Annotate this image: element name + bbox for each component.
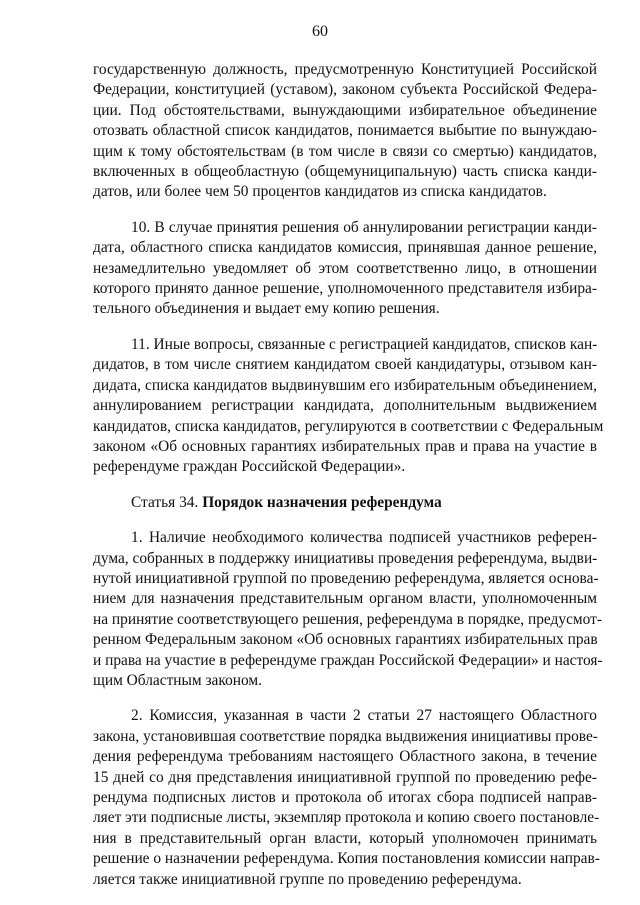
text-line: на принятие соответствующего решения, референдума в порядке, предусмот- <box>93 610 602 628</box>
text-line: дума, собранных в поддержку инициативы проведения референдума, выдви- <box>93 549 598 567</box>
text-line: закона, установившая соответствие порядка выдвижения инициативы прове- <box>93 727 598 745</box>
article-label: Статья 34. <box>131 493 199 511</box>
text-line: 10. В случае принятия решения об аннулировании регистрации канди- <box>131 218 597 236</box>
text-line: дения референдума требованиям настоящего Областного закона, в течение <box>93 748 597 766</box>
text-line: щим к тому обстоятельствам (в том числе в связи со смертью) кандидатов, <box>93 142 597 160</box>
text-line: и права на участие в референдуме граждан Российской Федерации» и настоя- <box>93 651 603 669</box>
text-line: дидатов, в том числе снятием кандидатом своей кандидатуры, отзывом кан- <box>93 356 597 374</box>
article-paragraph-2 <box>93 706 600 890</box>
article-heading <box>93 493 597 513</box>
text-line: ния в представительный орган власти, который уполномочен принимать <box>93 829 597 847</box>
text-line: нутой инициативной группой по проведению референдума, является основа- <box>93 569 599 587</box>
text-line: датов, или более чем 50 процентов кандидатов из списка кандидатов. <box>93 183 547 201</box>
text-line: нием для назначения представительным органом власти, уполномоченным <box>93 590 597 608</box>
text-line: ляется также инициативной группе по проведению референдума. <box>93 870 522 888</box>
paragraph-continuation <box>93 60 597 203</box>
text-line: решение о назначении референдума. Копия постановления комиссии направ- <box>93 850 600 868</box>
text-line: тельного объединения и выдает ему копию решения. <box>93 300 440 318</box>
text-line: щим Областным законом. <box>93 671 262 689</box>
text-line: законом «Об основных гарантиях избирательных прав и права на участие в <box>93 437 597 455</box>
text-line: ляет эти подписные листы, экземпляр протокола и копию своего постановле- <box>93 809 600 827</box>
text-line: дата, областного списка кандидатов комиссия, принявшая данное решение, <box>93 239 597 257</box>
text-line: Федерации, конституцией (уставом), законом субъекта Российской Федера- <box>93 81 597 99</box>
page-number: 60 <box>312 23 328 40</box>
text-line: включенных в общеобластную (общемуниципальную) часть списка канди- <box>93 163 597 181</box>
text-line: 1. Наличие необходимого количества подписей участников референ- <box>131 529 597 547</box>
text-line: государственную должность, предусмотренную Конституцией Российской <box>93 61 597 78</box>
text-line: ренном Федеральным законом «Об основных гарантиях избирательных прав <box>93 631 598 649</box>
text-line: дидата, списка кандидатов выдвинувшим его избирательным объединением, <box>93 376 597 394</box>
text-line: ции. Под обстоятельствами, вынуждающими избирательное объединение <box>93 101 597 119</box>
article-paragraph-1 <box>93 528 603 691</box>
text-line: отозвать областной список кандидатов, понимается выбытие по вынуждаю- <box>93 122 597 140</box>
text-line: 15 дней со дня представления инициативной группой по проведению рефе- <box>93 768 597 786</box>
paragraph-item-10 <box>93 218 597 320</box>
text-line: незамедлительно уведомляет об этом соответственно лицо, в отношении <box>93 259 597 277</box>
paragraph-item-11 <box>93 335 604 478</box>
text-line: кандидатов, списка кандидатов, регулируются в соответствии с Федеральным <box>93 417 604 435</box>
text-line: рендума подписных листов и протокола об итогах сбора подписей направ- <box>93 789 597 806</box>
text-line: 2. Комиссия, указанная в части 2 статьи 27 настоящего Областного <box>131 707 597 725</box>
text-line: референдуме граждан Российской Федерации». <box>93 458 406 476</box>
document-body <box>93 60 604 905</box>
article-title: Порядок назначения референдума <box>202 493 442 511</box>
text-line: аннулированием регистрации кандидата, дополнительным выдвижением <box>93 397 597 415</box>
text-line: 11. Иные вопросы, связанные с регистрацией кандидатов, списков кан- <box>131 335 598 353</box>
text-line: которого принято данное решение, уполномоченного представителя избира- <box>93 280 597 298</box>
